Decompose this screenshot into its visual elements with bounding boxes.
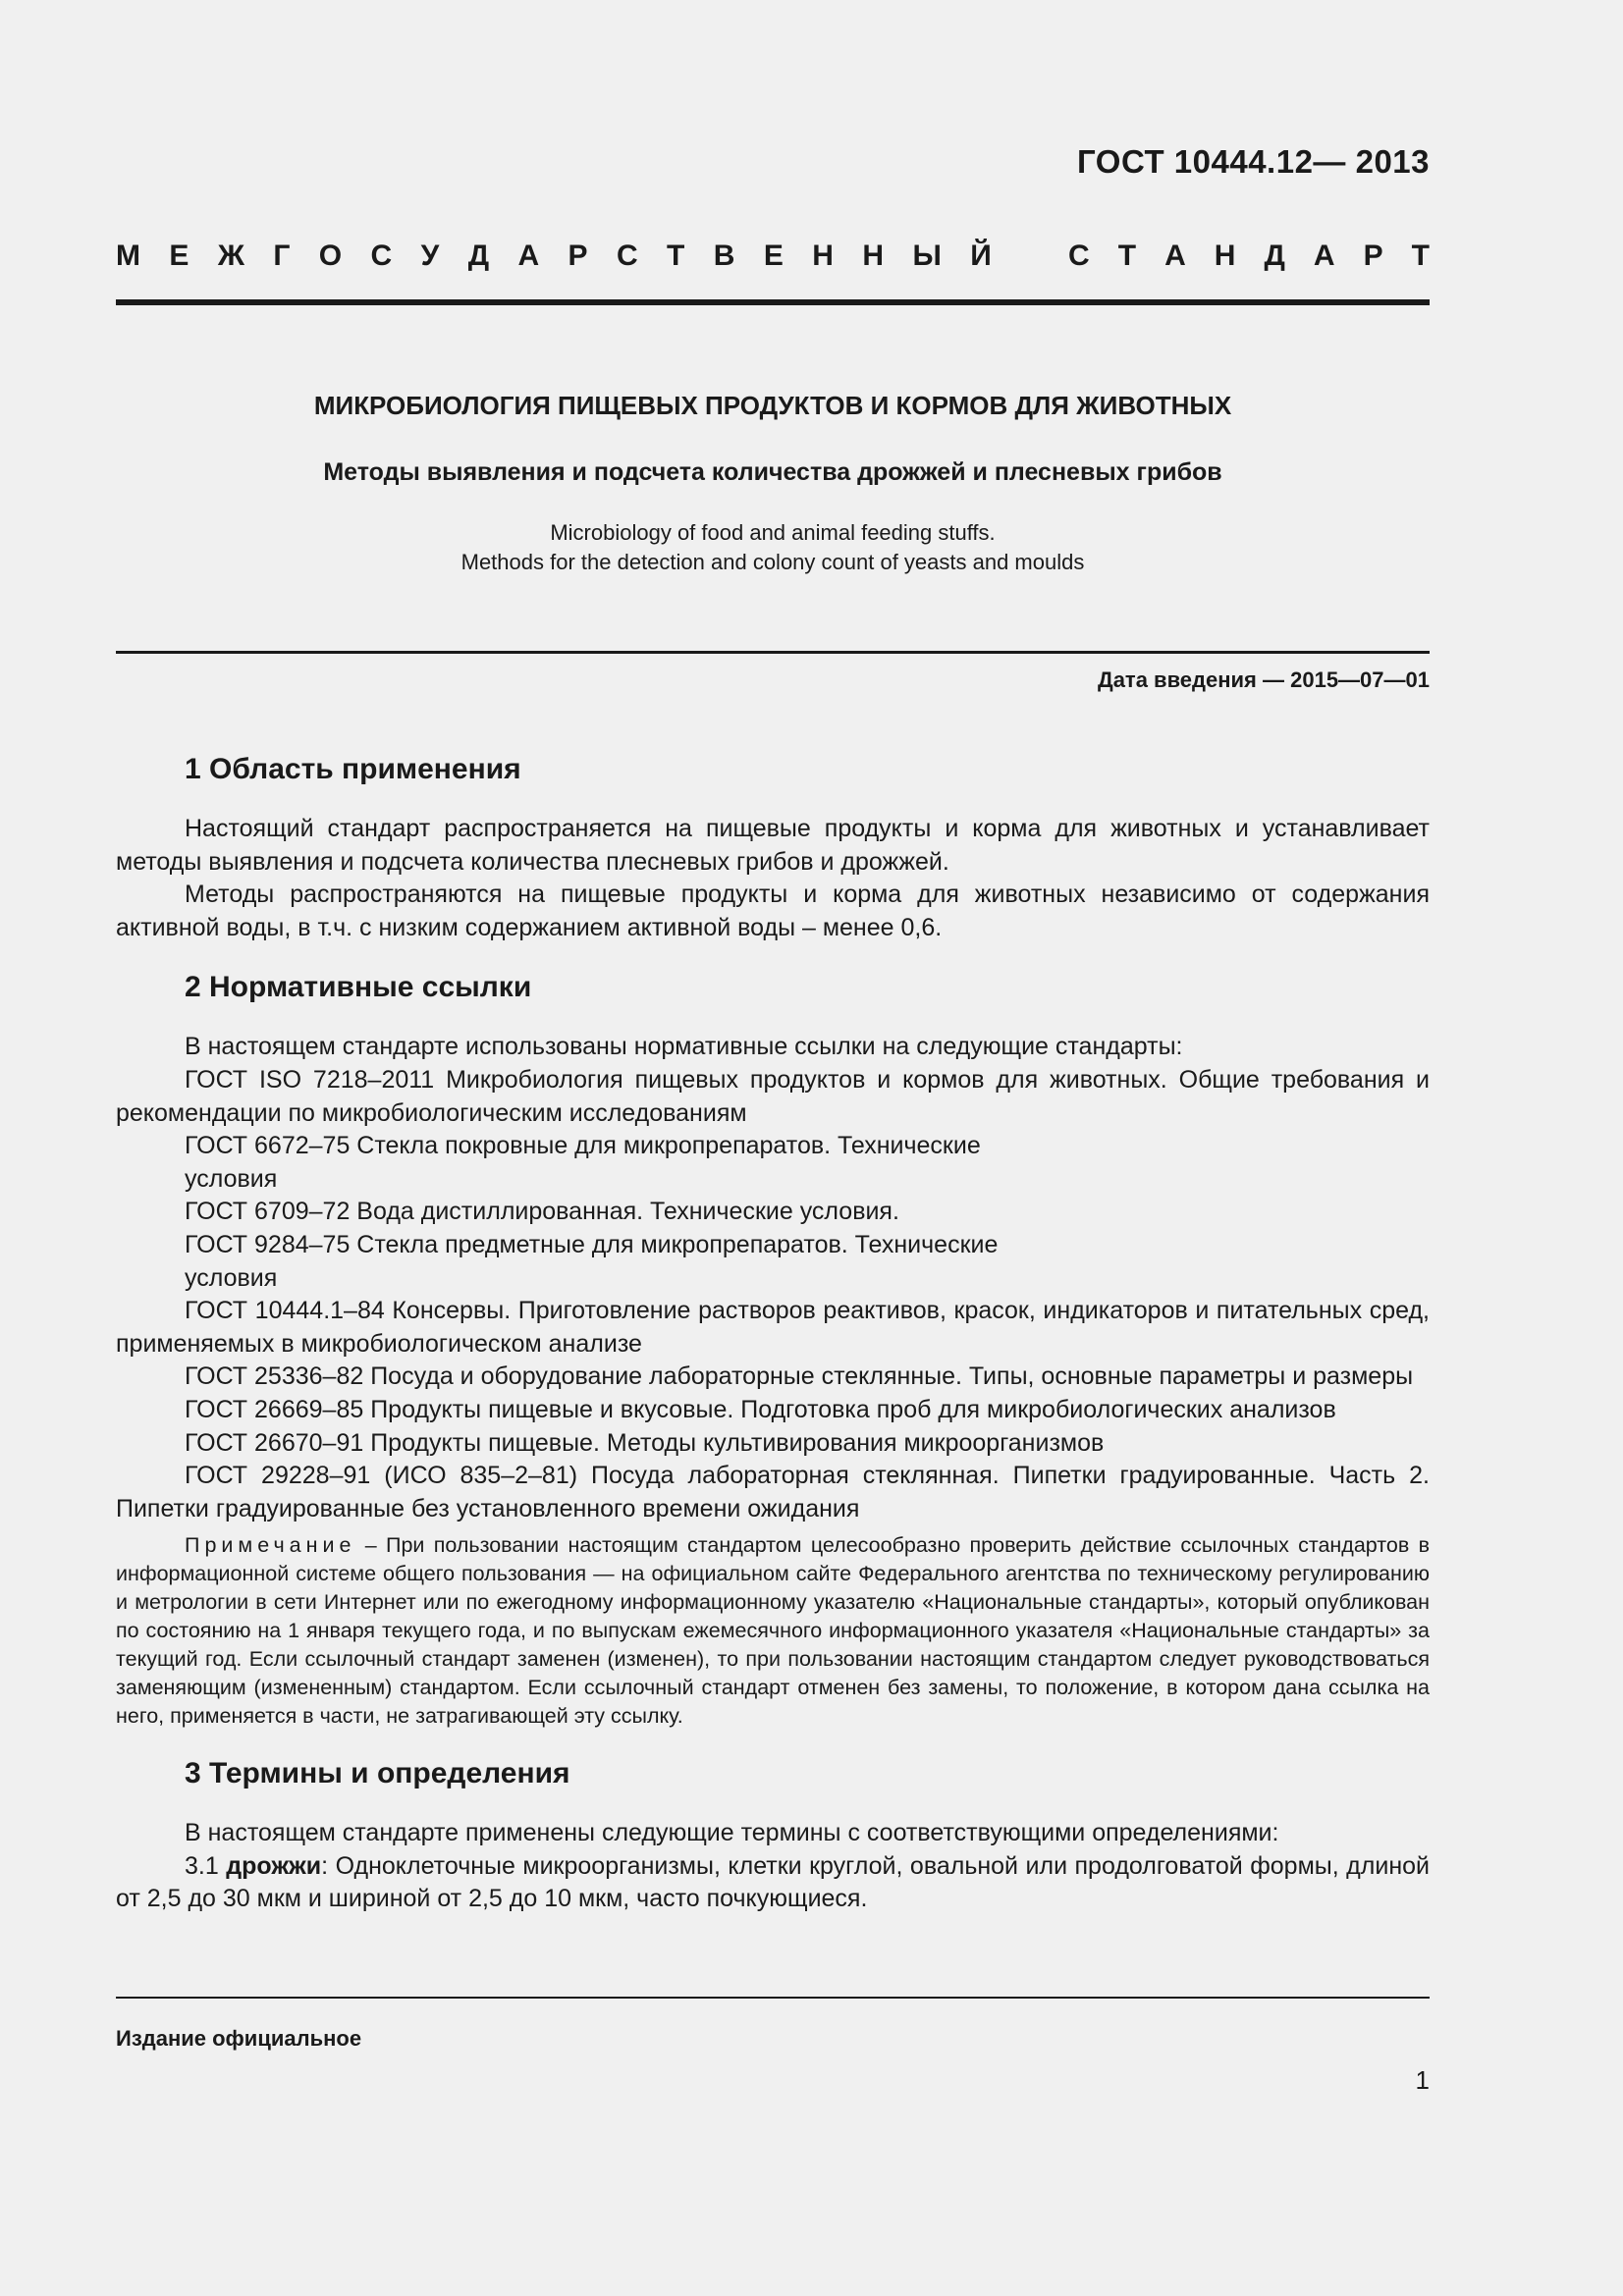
banner-letter: Т — [1411, 240, 1430, 272]
english-title — [116, 518, 1430, 577]
banner-letter: Т — [1117, 240, 1137, 272]
banner-letter: Р — [1363, 240, 1383, 272]
banner-letter: Т — [667, 240, 685, 272]
reference-item: ГОСТ 6672–75 Стекла покровные для микропрепаратов. Технические — [185, 1132, 981, 1160]
banner-letter: Й — [970, 240, 992, 272]
document-body — [116, 750, 1430, 1916]
section-1-paragraph: Методы распространяются на пищевые продукты и корма для животных независимо от содержания активной воды, в т.ч. с низким содержанием активной воды – менее 0,6. — [116, 881, 1430, 941]
banner-letter: Е — [169, 240, 189, 272]
banner-letter: С — [616, 240, 638, 272]
introduction-date: Дата введения — 2015—07—01 — [1098, 667, 1430, 692]
banner-letter: Ы — [912, 240, 942, 272]
standard-banner — [116, 240, 1430, 273]
banner-letter: А — [1164, 240, 1186, 272]
english-title-line2: Methods for the detection and colony count of yeasts and moulds — [460, 550, 1085, 574]
reference-item: ГОСТ ISO 7218–2011 Микробиология пищевых продуктов и кормов для животных. Общие требования и рекомендации по микробиологическим исследованиям — [116, 1065, 1430, 1127]
term-name: дрожжи — [226, 1851, 322, 1880]
document-subtitle: Методы выявления и подсчета количества дрожжей и плесневых грибов — [323, 458, 1222, 486]
reference-item: ГОСТ 9284–75 Стекла предметные для микропрепаратов. Технические — [185, 1230, 999, 1258]
reference-item: ГОСТ 29228–91 (ИСО 835–2–81) Посуда лабораторная стеклянная. Пипетки градуированные. Часть 2. Пипетки градуированные без установленного времени ожидания — [116, 1462, 1430, 1522]
section-3-heading: 3 Термины и определения — [185, 1757, 570, 1790]
term-number: 3.1 — [185, 1851, 227, 1880]
reference-item: условия — [185, 1164, 278, 1193]
reference-item: ГОСТ 26669–85 Продукты пищевые и вкусовые. Подготовка проб для микробиологических анализов — [185, 1395, 1336, 1423]
gost-number: ГОСТ 10444.12— 2013 — [1077, 143, 1430, 180]
section-2-heading: 2 Нормативные ссылки — [185, 971, 532, 1004]
section-1-paragraph: Настоящий стандарт распространяется на пищевые продукты и корма для животных и устанавливает методы выявления и подсчета количества плесневых грибов и дрожжей. — [116, 815, 1430, 876]
term-definition — [116, 1850, 1430, 1916]
document-title: МИКРОБИОЛОГИЯ ПИЩЕВЫХ ПРОДУКТОВ И КОРМОВ ДЛЯ ЖИВОТНЫХ — [313, 391, 1232, 420]
banner-letter: Н — [812, 240, 834, 272]
banner-word-interstate — [116, 240, 992, 273]
banner-letter: С — [1068, 240, 1090, 272]
page-number: 1 — [1415, 2065, 1430, 2095]
banner-letter: А — [517, 240, 540, 272]
reference-item: ГОСТ 10444.1–84 Консервы. Приготовление растворов реактивов, красок, индикаторов и питательных сред, применяемых в микробиологическом анализе — [116, 1297, 1430, 1358]
section-3-intro: В настоящем стандарте применены следующие термины с соответствующими определениями: — [185, 1819, 1279, 1847]
note-text: – При пользовании настоящим стандартом целесообразно проверить действие ссылочных стандартов в информационной системе общего пользования — на официальном сайте Федерального агентства по техническому регулированию и метрологии в сети Интернет или по ежегодному информационному указателю «Национальные стандарты», который опубликован по состоянию на 1 января текущего года, и по выпускам ежемесячного информационного указателя «Национальные стандарты» за текущий год. Если ссылочный стандарт заменен (изменен), то при пользовании настоящим стандартом следует руководствоваться заменяющим (измененным) стандартом. Если ссылочный стандарт отменен без замены, то положение, в котором дана ссылка на него, применяется в части, не затрагивающей эту ссылку. — [116, 1533, 1430, 1729]
header-rule — [116, 299, 1430, 305]
reference-item: ГОСТ 26670–91 Продукты пищевые. Методы культивирования микроорганизмов — [185, 1428, 1105, 1457]
banner-letter: Г — [273, 240, 291, 272]
note-label: Примечание — [185, 1533, 356, 1558]
english-title-line1: Microbiology of food and animal feeding stuffs. — [550, 520, 996, 545]
banner-letter: Е — [763, 240, 784, 272]
footer-rule — [116, 1997, 1430, 1999]
reference-item: условия — [185, 1263, 278, 1292]
banner-letter: Д — [467, 240, 490, 272]
section-1-heading: 1 Область применения — [185, 753, 521, 785]
banner-letter: С — [370, 240, 393, 272]
banner-letter: М — [116, 240, 140, 272]
banner-letter: О — [318, 240, 343, 272]
term-text: : Одноклеточные микроорганизмы, клетки круглой, овальной или продолговатой формы, длиной от 2,5 до 30 мкм и шириной от 2,5 до 10 мкм, часто почкующиеся. — [116, 1851, 1430, 1913]
banner-letter: В — [713, 240, 735, 272]
banner-letter: Р — [568, 240, 588, 272]
reference-item: ГОСТ 25336–82 Посуда и оборудование лабораторные стеклянные. Типы, основные параметры и размеры — [185, 1362, 1414, 1391]
banner-letter: Ж — [217, 240, 244, 272]
note-paragraph — [116, 1531, 1430, 1731]
banner-letter: Д — [1264, 240, 1285, 272]
banner-letter: Н — [862, 240, 885, 272]
edition-label: Издание официальное — [116, 2026, 362, 2051]
title-rule — [116, 651, 1430, 654]
banner-letter: У — [420, 240, 440, 272]
section-2-intro: В настоящем стандарте использованы нормативные ссылки на следующие стандарты: — [185, 1033, 1183, 1061]
banner-letter: Н — [1214, 240, 1236, 272]
banner-letter: А — [1313, 240, 1335, 272]
reference-item: ГОСТ 6709–72 Вода дистиллированная. Технические условия. — [185, 1198, 899, 1226]
banner-word-standard — [1068, 240, 1430, 273]
